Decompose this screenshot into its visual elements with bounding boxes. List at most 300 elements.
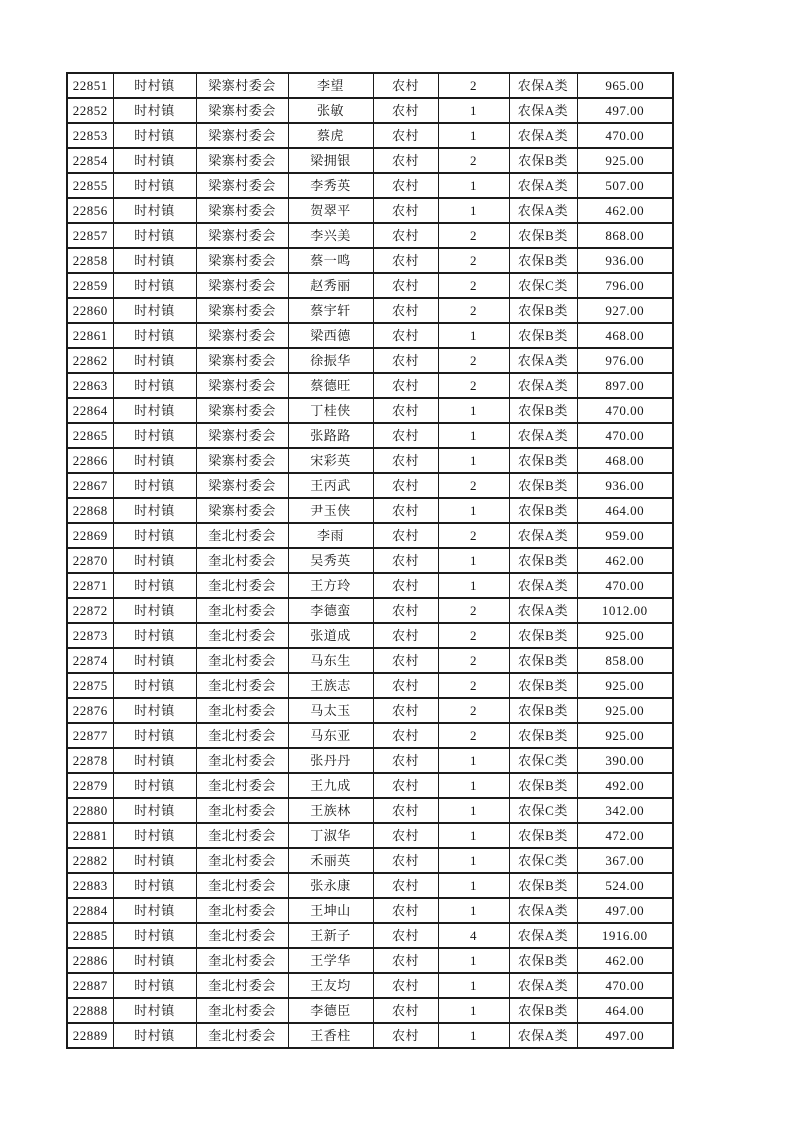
cell-village-committee: 奎北村委会 (196, 998, 288, 1023)
cell-record-id: 22887 (67, 973, 113, 998)
cell-village-committee: 奎北村委会 (196, 948, 288, 973)
cell-amount: 925.00 (577, 673, 673, 698)
cell-town: 时村镇 (113, 523, 196, 548)
cell-person-name: 王香柱 (288, 1023, 373, 1048)
cell-residence-type: 农村 (373, 73, 438, 98)
cell-amount: 468.00 (577, 448, 673, 473)
cell-amount: 367.00 (577, 848, 673, 873)
cell-amount: 497.00 (577, 898, 673, 923)
table-row (67, 148, 673, 173)
cell-person-count: 1 (438, 573, 509, 598)
cell-insurance-category: 农保A类 (509, 198, 577, 223)
cell-amount: 1916.00 (577, 923, 673, 948)
cell-insurance-category: 农保A类 (509, 423, 577, 448)
cell-town: 时村镇 (113, 598, 196, 623)
cell-insurance-category: 农保B类 (509, 998, 577, 1023)
cell-person-count: 1 (438, 998, 509, 1023)
table-row (67, 223, 673, 248)
cell-insurance-category: 农保B类 (509, 948, 577, 973)
cell-amount: 925.00 (577, 723, 673, 748)
cell-residence-type: 农村 (373, 473, 438, 498)
cell-village-committee: 奎北村委会 (196, 523, 288, 548)
table-row (67, 298, 673, 323)
cell-town: 时村镇 (113, 348, 196, 373)
cell-record-id: 22880 (67, 798, 113, 823)
cell-insurance-category: 农保B类 (509, 698, 577, 723)
cell-person-count: 2 (438, 598, 509, 623)
cell-insurance-category: 农保A类 (509, 598, 577, 623)
cell-person-name: 丁桂侠 (288, 398, 373, 423)
cell-person-name: 马太玉 (288, 698, 373, 723)
table-row (67, 498, 673, 523)
cell-amount: 468.00 (577, 323, 673, 348)
cell-amount: 492.00 (577, 773, 673, 798)
cell-village-committee: 梁寨村委会 (196, 98, 288, 123)
cell-person-name: 张永康 (288, 873, 373, 898)
cell-record-id: 22855 (67, 173, 113, 198)
cell-amount: 868.00 (577, 223, 673, 248)
cell-town: 时村镇 (113, 98, 196, 123)
cell-town: 时村镇 (113, 473, 196, 498)
cell-town: 时村镇 (113, 123, 196, 148)
cell-village-committee: 奎北村委会 (196, 623, 288, 648)
cell-residence-type: 农村 (373, 423, 438, 448)
cell-insurance-category: 农保B类 (509, 673, 577, 698)
cell-record-id: 22885 (67, 923, 113, 948)
cell-record-id: 22883 (67, 873, 113, 898)
cell-record-id: 22888 (67, 998, 113, 1023)
table-row (67, 848, 673, 873)
cell-town: 时村镇 (113, 673, 196, 698)
cell-village-committee: 奎北村委会 (196, 548, 288, 573)
cell-residence-type: 农村 (373, 598, 438, 623)
cell-person-name: 张丹丹 (288, 748, 373, 773)
cell-record-id: 22867 (67, 473, 113, 498)
cell-person-name: 李德蛮 (288, 598, 373, 623)
cell-town: 时村镇 (113, 948, 196, 973)
cell-person-count: 1 (438, 448, 509, 473)
cell-insurance-category: 农保B类 (509, 398, 577, 423)
cell-person-name: 李雨 (288, 523, 373, 548)
cell-person-name: 张敏 (288, 98, 373, 123)
cell-village-committee: 奎北村委会 (196, 723, 288, 748)
cell-residence-type: 农村 (373, 748, 438, 773)
cell-insurance-category: 农保A类 (509, 973, 577, 998)
cell-village-committee: 梁寨村委会 (196, 398, 288, 423)
cell-insurance-category: 农保A类 (509, 348, 577, 373)
cell-residence-type: 农村 (373, 898, 438, 923)
cell-person-count: 1 (438, 773, 509, 798)
cell-record-id: 22881 (67, 823, 113, 848)
cell-person-count: 1 (438, 98, 509, 123)
cell-village-committee: 奎北村委会 (196, 923, 288, 948)
cell-person-name: 李德臣 (288, 998, 373, 1023)
cell-record-id: 22875 (67, 673, 113, 698)
cell-amount: 470.00 (577, 423, 673, 448)
cell-person-name: 张路路 (288, 423, 373, 448)
cell-town: 时村镇 (113, 223, 196, 248)
cell-record-id: 22863 (67, 373, 113, 398)
cell-residence-type: 农村 (373, 773, 438, 798)
cell-amount: 470.00 (577, 398, 673, 423)
table-row (67, 1023, 673, 1048)
cell-village-committee: 梁寨村委会 (196, 298, 288, 323)
cell-amount: 936.00 (577, 248, 673, 273)
cell-person-count: 1 (438, 823, 509, 848)
cell-person-count: 2 (438, 148, 509, 173)
cell-amount: 390.00 (577, 748, 673, 773)
cell-residence-type: 农村 (373, 173, 438, 198)
cell-person-count: 2 (438, 698, 509, 723)
cell-village-committee: 梁寨村委会 (196, 173, 288, 198)
cell-person-count: 2 (438, 673, 509, 698)
cell-town: 时村镇 (113, 798, 196, 823)
cell-amount: 462.00 (577, 548, 673, 573)
table-row (67, 573, 673, 598)
cell-person-name: 王坤山 (288, 898, 373, 923)
cell-amount: 796.00 (577, 273, 673, 298)
table-row (67, 873, 673, 898)
cell-record-id: 22869 (67, 523, 113, 548)
cell-village-committee: 奎北村委会 (196, 698, 288, 723)
table-row (67, 273, 673, 298)
cell-town: 时村镇 (113, 248, 196, 273)
cell-village-committee: 梁寨村委会 (196, 148, 288, 173)
cell-village-committee: 梁寨村委会 (196, 473, 288, 498)
cell-town: 时村镇 (113, 748, 196, 773)
cell-village-committee: 梁寨村委会 (196, 123, 288, 148)
cell-person-name: 贺翠平 (288, 198, 373, 223)
cell-town: 时村镇 (113, 723, 196, 748)
cell-insurance-category: 农保A类 (509, 1023, 577, 1048)
cell-person-name: 尹玉侠 (288, 498, 373, 523)
cell-insurance-category: 农保A类 (509, 373, 577, 398)
cell-insurance-category: 农保A类 (509, 923, 577, 948)
cell-residence-type: 农村 (373, 323, 438, 348)
cell-amount: 858.00 (577, 648, 673, 673)
cell-person-count: 1 (438, 323, 509, 348)
table-row (67, 623, 673, 648)
cell-village-committee: 梁寨村委会 (196, 448, 288, 473)
cell-residence-type: 农村 (373, 698, 438, 723)
cell-village-committee: 梁寨村委会 (196, 373, 288, 398)
table-row (67, 973, 673, 998)
cell-village-committee: 梁寨村委会 (196, 498, 288, 523)
cell-amount: 925.00 (577, 148, 673, 173)
cell-residence-type: 农村 (373, 248, 438, 273)
cell-amount: 342.00 (577, 798, 673, 823)
cell-record-id: 22871 (67, 573, 113, 598)
cell-residence-type: 农村 (373, 923, 438, 948)
cell-record-id: 22877 (67, 723, 113, 748)
cell-record-id: 22873 (67, 623, 113, 648)
cell-residence-type: 农村 (373, 398, 438, 423)
cell-village-committee: 梁寨村委会 (196, 323, 288, 348)
cell-insurance-category: 农保B类 (509, 773, 577, 798)
cell-record-id: 22870 (67, 548, 113, 573)
cell-person-name: 王方玲 (288, 573, 373, 598)
cell-person-name: 李秀英 (288, 173, 373, 198)
cell-residence-type: 农村 (373, 448, 438, 473)
cell-town: 时村镇 (113, 173, 196, 198)
cell-amount: 976.00 (577, 348, 673, 373)
cell-town: 时村镇 (113, 498, 196, 523)
cell-residence-type: 农村 (373, 523, 438, 548)
cell-village-committee: 梁寨村委会 (196, 73, 288, 98)
cell-person-count: 1 (438, 173, 509, 198)
cell-residence-type: 农村 (373, 373, 438, 398)
cell-village-committee: 梁寨村委会 (196, 198, 288, 223)
cell-person-name: 李兴美 (288, 223, 373, 248)
table-row (67, 73, 673, 98)
cell-insurance-category: 农保A类 (509, 98, 577, 123)
cell-record-id: 22882 (67, 848, 113, 873)
cell-residence-type: 农村 (373, 823, 438, 848)
cell-record-id: 22878 (67, 748, 113, 773)
cell-town: 时村镇 (113, 323, 196, 348)
cell-record-id: 22857 (67, 223, 113, 248)
cell-person-count: 2 (438, 223, 509, 248)
cell-residence-type: 农村 (373, 198, 438, 223)
cell-town: 时村镇 (113, 848, 196, 873)
cell-person-count: 2 (438, 73, 509, 98)
table-row (67, 823, 673, 848)
cell-village-committee: 梁寨村委会 (196, 273, 288, 298)
cell-insurance-category: 农保B类 (509, 298, 577, 323)
cell-record-id: 22858 (67, 248, 113, 273)
cell-person-name: 梁拥银 (288, 148, 373, 173)
cell-amount: 925.00 (577, 623, 673, 648)
cell-residence-type: 农村 (373, 648, 438, 673)
cell-insurance-category: 农保B类 (509, 248, 577, 273)
cell-person-name: 王学华 (288, 948, 373, 973)
cell-village-committee: 梁寨村委会 (196, 348, 288, 373)
cell-person-name: 王丙武 (288, 473, 373, 498)
cell-person-count: 1 (438, 198, 509, 223)
table-row (67, 648, 673, 673)
cell-person-name: 吴秀英 (288, 548, 373, 573)
cell-insurance-category: 农保A类 (509, 73, 577, 98)
cell-village-committee: 奎北村委会 (196, 748, 288, 773)
cell-town: 时村镇 (113, 148, 196, 173)
cell-person-name: 蔡德旺 (288, 373, 373, 398)
cell-residence-type: 农村 (373, 98, 438, 123)
table-row (67, 698, 673, 723)
cell-town: 时村镇 (113, 573, 196, 598)
cell-town: 时村镇 (113, 398, 196, 423)
cell-insurance-category: 农保C类 (509, 798, 577, 823)
cell-record-id: 22853 (67, 123, 113, 148)
cell-amount: 472.00 (577, 823, 673, 848)
cell-amount: 925.00 (577, 698, 673, 723)
cell-village-committee: 奎北村委会 (196, 873, 288, 898)
cell-insurance-category: 农保B类 (509, 823, 577, 848)
cell-town: 时村镇 (113, 998, 196, 1023)
table-row (67, 173, 673, 198)
cell-person-count: 1 (438, 423, 509, 448)
cell-record-id: 22856 (67, 198, 113, 223)
cell-amount: 936.00 (577, 473, 673, 498)
cell-residence-type: 农村 (373, 123, 438, 148)
cell-amount: 497.00 (577, 1023, 673, 1048)
cell-person-name: 马东亚 (288, 723, 373, 748)
cell-person-count: 2 (438, 523, 509, 548)
cell-insurance-category: 农保B类 (509, 548, 577, 573)
cell-residence-type: 农村 (373, 348, 438, 373)
cell-village-committee: 奎北村委会 (196, 573, 288, 598)
cell-village-committee: 奎北村委会 (196, 898, 288, 923)
cell-town: 时村镇 (113, 773, 196, 798)
cell-record-id: 22876 (67, 698, 113, 723)
cell-person-count: 1 (438, 398, 509, 423)
cell-insurance-category: 农保B类 (509, 623, 577, 648)
cell-town: 时村镇 (113, 298, 196, 323)
table-row (67, 448, 673, 473)
cell-village-committee: 奎北村委会 (196, 598, 288, 623)
table-row (67, 723, 673, 748)
cell-record-id: 22866 (67, 448, 113, 473)
cell-person-count: 2 (438, 623, 509, 648)
cell-person-name: 王九成 (288, 773, 373, 798)
cell-person-count: 1 (438, 973, 509, 998)
cell-record-id: 22864 (67, 398, 113, 423)
cell-residence-type: 农村 (373, 548, 438, 573)
cell-person-count: 2 (438, 348, 509, 373)
table-row (67, 198, 673, 223)
social-insurance-table (66, 72, 674, 1049)
cell-town: 时村镇 (113, 973, 196, 998)
cell-record-id: 22879 (67, 773, 113, 798)
cell-person-count: 1 (438, 798, 509, 823)
cell-residence-type: 农村 (373, 1023, 438, 1048)
cell-village-committee: 奎北村委会 (196, 648, 288, 673)
cell-insurance-category: 农保B类 (509, 448, 577, 473)
cell-record-id: 22852 (67, 98, 113, 123)
cell-residence-type: 农村 (373, 273, 438, 298)
table-row (67, 998, 673, 1023)
cell-amount: 464.00 (577, 998, 673, 1023)
cell-town: 时村镇 (113, 373, 196, 398)
cell-residence-type: 农村 (373, 498, 438, 523)
table-row (67, 348, 673, 373)
cell-insurance-category: 农保B类 (509, 148, 577, 173)
cell-insurance-category: 农保B类 (509, 648, 577, 673)
cell-record-id: 22872 (67, 598, 113, 623)
cell-town: 时村镇 (113, 448, 196, 473)
cell-record-id: 22868 (67, 498, 113, 523)
cell-insurance-category: 农保B类 (509, 323, 577, 348)
table-row (67, 523, 673, 548)
cell-person-count: 2 (438, 648, 509, 673)
cell-person-name: 王族林 (288, 798, 373, 823)
cell-record-id: 22861 (67, 323, 113, 348)
cell-amount: 470.00 (577, 123, 673, 148)
table-row (67, 98, 673, 123)
cell-town: 时村镇 (113, 898, 196, 923)
cell-person-count: 1 (438, 948, 509, 973)
cell-person-count: 2 (438, 473, 509, 498)
cell-person-name: 梁西德 (288, 323, 373, 348)
table-row (67, 373, 673, 398)
cell-residence-type: 农村 (373, 723, 438, 748)
cell-amount: 927.00 (577, 298, 673, 323)
cell-person-name: 王族志 (288, 673, 373, 698)
cell-residence-type: 农村 (373, 573, 438, 598)
cell-record-id: 22874 (67, 648, 113, 673)
cell-residence-type: 农村 (373, 848, 438, 873)
cell-town: 时村镇 (113, 198, 196, 223)
cell-amount: 464.00 (577, 498, 673, 523)
cell-record-id: 22854 (67, 148, 113, 173)
cell-village-committee: 奎北村委会 (196, 823, 288, 848)
table-row (67, 248, 673, 273)
table-row (67, 798, 673, 823)
table-row (67, 123, 673, 148)
cell-residence-type: 农村 (373, 623, 438, 648)
table-body (67, 73, 673, 1048)
cell-insurance-category: 农保A类 (509, 898, 577, 923)
cell-town: 时村镇 (113, 423, 196, 448)
cell-town: 时村镇 (113, 273, 196, 298)
cell-person-count: 4 (438, 923, 509, 948)
cell-amount: 470.00 (577, 573, 673, 598)
table-row (67, 423, 673, 448)
cell-amount: 497.00 (577, 98, 673, 123)
cell-amount: 507.00 (577, 173, 673, 198)
cell-town: 时村镇 (113, 1023, 196, 1048)
cell-town: 时村镇 (113, 548, 196, 573)
cell-insurance-category: 农保B类 (509, 223, 577, 248)
cell-village-committee: 奎北村委会 (196, 1023, 288, 1048)
cell-person-count: 1 (438, 898, 509, 923)
cell-insurance-category: 农保A类 (509, 523, 577, 548)
cell-person-name: 张道成 (288, 623, 373, 648)
cell-person-count: 1 (438, 548, 509, 573)
cell-insurance-category: 农保A类 (509, 173, 577, 198)
cell-insurance-category: 农保C类 (509, 848, 577, 873)
cell-residence-type: 农村 (373, 948, 438, 973)
table-row (67, 598, 673, 623)
cell-person-name: 徐振华 (288, 348, 373, 373)
cell-residence-type: 农村 (373, 798, 438, 823)
table-row (67, 773, 673, 798)
cell-record-id: 22860 (67, 298, 113, 323)
cell-record-id: 22889 (67, 1023, 113, 1048)
cell-person-count: 1 (438, 848, 509, 873)
cell-person-count: 2 (438, 298, 509, 323)
cell-person-count: 2 (438, 248, 509, 273)
cell-person-name: 禾丽英 (288, 848, 373, 873)
cell-insurance-category: 农保C类 (509, 273, 577, 298)
cell-person-name: 马东生 (288, 648, 373, 673)
cell-village-committee: 奎北村委会 (196, 973, 288, 998)
cell-person-count: 2 (438, 373, 509, 398)
cell-record-id: 22886 (67, 948, 113, 973)
cell-insurance-category: 农保B类 (509, 873, 577, 898)
cell-residence-type: 农村 (373, 223, 438, 248)
cell-person-name: 蔡虎 (288, 123, 373, 148)
table-row (67, 323, 673, 348)
cell-person-name: 宋彩英 (288, 448, 373, 473)
cell-record-id: 22884 (67, 898, 113, 923)
cell-residence-type: 农村 (373, 998, 438, 1023)
cell-amount: 470.00 (577, 973, 673, 998)
cell-amount: 524.00 (577, 873, 673, 898)
cell-person-name: 赵秀丽 (288, 273, 373, 298)
cell-person-name: 王新子 (288, 923, 373, 948)
cell-village-committee: 梁寨村委会 (196, 248, 288, 273)
cell-insurance-category: 农保A类 (509, 573, 577, 598)
